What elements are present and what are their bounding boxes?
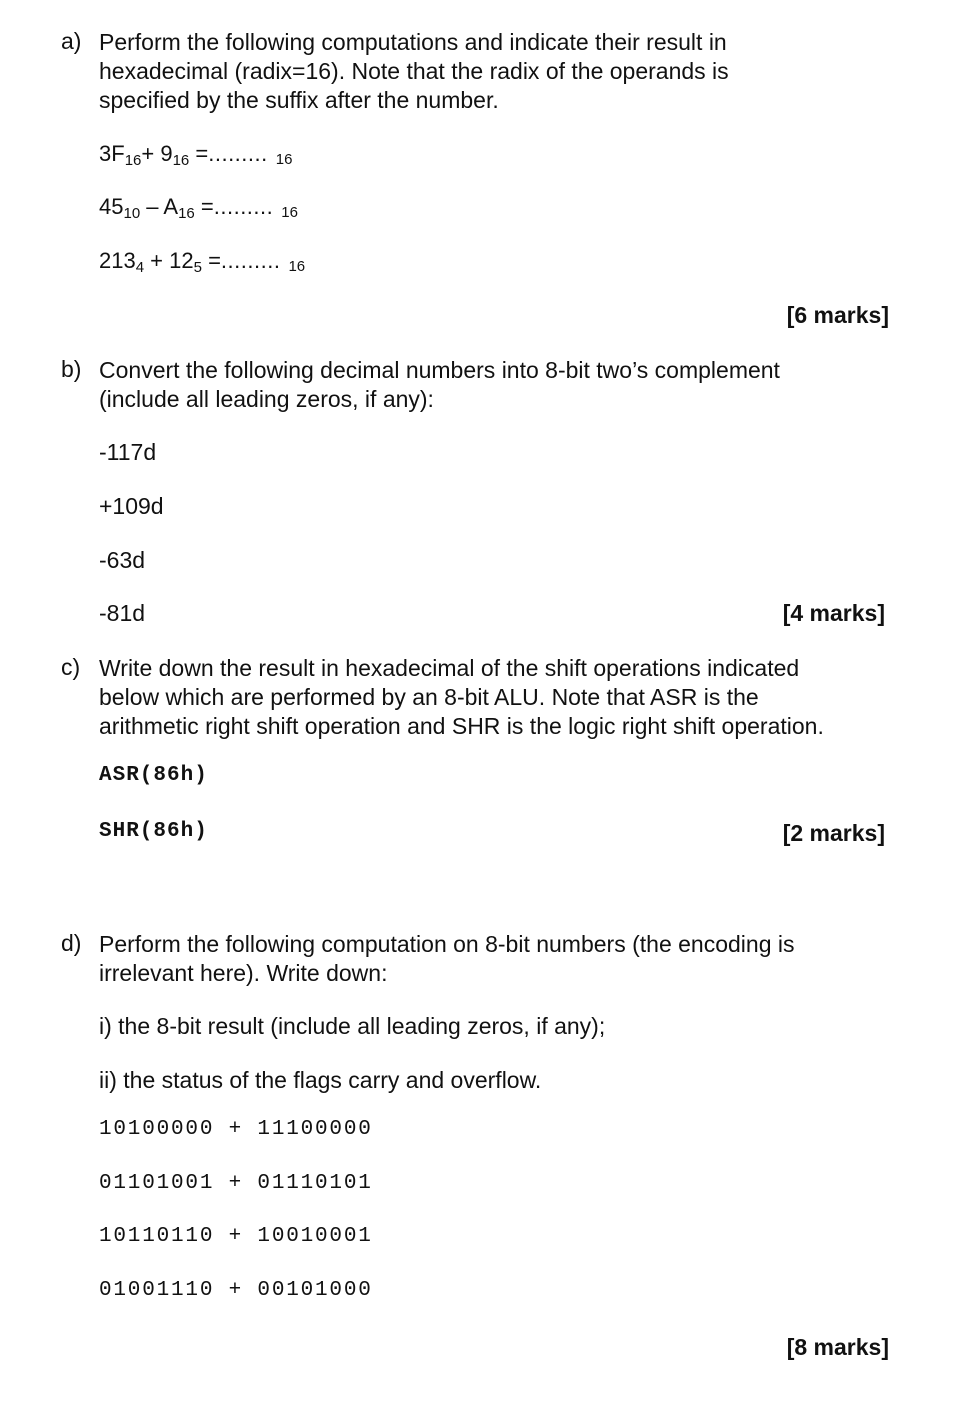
question-c-text	[99, 654, 824, 741]
question-d-letter: d)	[61, 930, 82, 956]
sub-question-ii: ii) the status of the flags carry and overflow.	[99, 1067, 542, 1093]
shift-operation: ASR(86h)	[99, 764, 208, 787]
marks-c: [2 marks]	[782, 820, 885, 846]
question-a-letter: a)	[61, 28, 82, 54]
question-d-line: irrelevant here). Write down:	[99, 960, 388, 986]
question-a-line: Perform the following computations and indicate their result in	[99, 29, 727, 55]
question-c-line: Write down the result in hexadecimal of the shift operations indicated	[99, 655, 800, 681]
binary-sum: 01001110 + 00101000	[99, 1279, 373, 1302]
question-b-text	[99, 356, 780, 414]
answer-blank: .........	[213, 194, 274, 219]
question-c-line: arithmetic right shift operation and SHR is the logic right shift operation.	[99, 713, 824, 739]
question-d-line: Perform the following computation on 8-bit numbers (the encoding is	[99, 931, 795, 957]
shift-operation: SHR(86h)	[99, 820, 208, 843]
answer-blank: .........	[208, 141, 268, 166]
marks-d: [8 marks]	[786, 1334, 889, 1360]
marks-b: [4 marks]	[782, 600, 885, 626]
binary-sum: 10110110 + 10010001	[99, 1225, 373, 1248]
question-b-line: Convert the following decimal numbers into 8-bit two’s complement	[99, 357, 780, 383]
expression-a3: $213_4 + 12_5$ =......... 16	[99, 248, 306, 276]
expression-a2: $45_{10} - A_{16}$ =......... 16	[99, 194, 298, 222]
binary-sum: 01101001 + 01110101	[99, 1172, 373, 1195]
decimal-item: -81d	[99, 600, 146, 626]
question-c-line: below which are performed by an 8-bit ALU. Note that ASR is the	[99, 684, 759, 710]
binary-sum: 10100000 + 11100000	[99, 1118, 373, 1141]
question-d-text	[99, 930, 794, 988]
answer-blank: .........	[220, 248, 281, 273]
decimal-item: -117d	[99, 439, 157, 465]
question-b-letter: b)	[61, 356, 82, 382]
question-c-letter: c)	[61, 654, 81, 680]
question-a-text	[99, 28, 729, 115]
sub-question-i: i) the 8-bit result (include all leading zeros, if any);	[99, 1013, 606, 1039]
decimal-item: +109d	[99, 493, 164, 519]
expression-a1: $3F_{16}+ 9_{16}$ =......... 16	[99, 141, 293, 169]
question-b-line: (include all leading zeros, if any):	[99, 386, 434, 412]
marks-a: [6 marks]	[786, 302, 889, 328]
question-a-line: hexadecimal (radix=16). Note that the radix of the operands is	[99, 58, 729, 84]
decimal-item: -63d	[99, 547, 146, 573]
question-a-line: specified by the suffix after the number.	[99, 87, 499, 113]
